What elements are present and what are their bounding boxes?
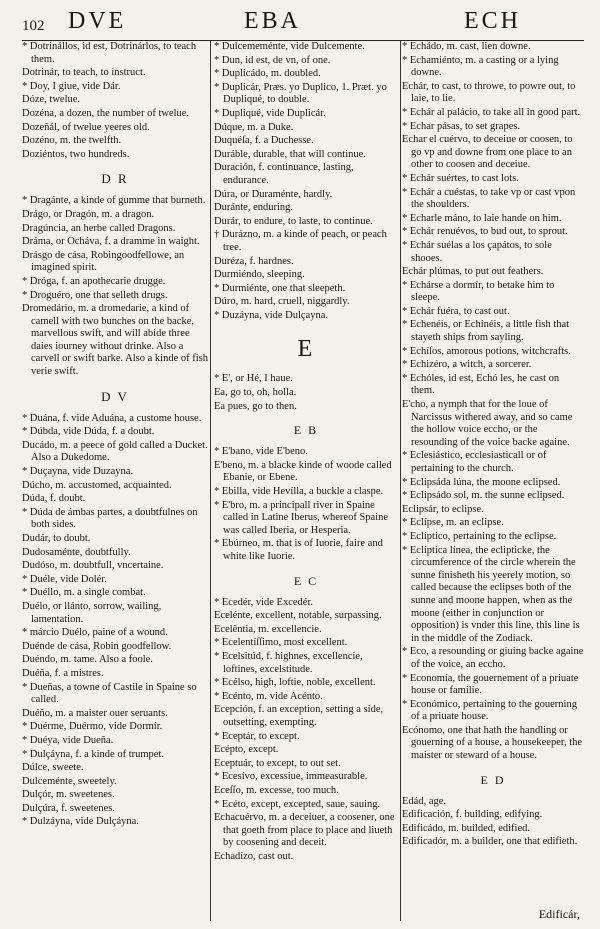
dictionary-entry: * Ecedér, vide Excedér. [214,596,313,608]
running-headword-left: DVE [68,8,127,34]
dictionary-entry: * E'bro, m. a principall river in Spaine called in Latine Iberus, whereof Spaine was called Iberia, or Hesperia. [214,499,389,536]
dictionary-entry: * Echíſos, amorous potions, witchcrafts. [402,345,571,357]
dictionary-entry: * E'bano, vide E'beno. [214,446,308,458]
dictionary-entry: * Eco, a resounding or giuing backe againe of the voice, an eccho. [402,646,584,670]
dictionary-entry: Dúcho, m. accustomed, acquainted. [22,479,172,491]
dictionary-entry: * Duéle, vide Dolér. [22,573,107,585]
dictionary-entry: * Echóles, id est, Echó les, he cast on them. [402,372,560,397]
dictionary-entry: Durár, to endure, to laste, to continue. [214,215,373,227]
dictionary-entry: * E', or Hé, I haue. [214,373,293,385]
dictionary-entry: * Dúbda, vide Dúda, f. a doubt. [22,426,155,438]
dictionary-entry: E'cho, a nymph that for the loue of Narcissus withered away, and so came the hollow voice eccho, or the resounding of the voice backe againe. [402,399,573,448]
dictionary-entry: Echar el cuérvo, to deceiue or coosen, to go vp and downe from one place to an other to coosen and deceiue. [402,134,573,171]
dictionary-entry: Duélo, or llánto, sorrow, wailing, lamentation. [22,600,162,625]
dictionary-entry: Drásgo de cása, Robingoodfellowe, an imagined spirit. [22,249,185,274]
dictionary-entry: Dulçúra, f. sweetenes. [22,802,116,814]
dictionary-entry: * Duzáyna, vide Dulçayna. [214,309,328,321]
dictionary-entry: * Duplicár, Præs. yo Duplico, 1. Præt. yo Dupliqué, to double. [214,81,387,106]
dictionary-entry: Duéño, m. a maister ouer seruants. [22,707,168,719]
dictionary-entry: * Duána, f. vide Aduána, a custome house. [22,412,202,424]
dictionary-entry: Edád, age. [402,795,447,807]
dictionary-entry: Ecelénte, excellent, notable, surpassing. [214,610,382,622]
dictionary-entry: * Eclesiástico, ecclesiasticall or of pertaining to the church. [402,450,547,474]
dictionary-entry: Echadízo, cast out. [214,850,294,862]
dictionary-entry: * Echamiénto, m. a casting or a lying downe. [402,54,559,79]
dictionary-entry: * Echenéis, or Echinéis, a little fish that stayeth ships from sayling. [402,319,570,344]
page-number: 102 [22,18,45,34]
section-heading: D R [101,171,129,187]
dictionary-entry: Drágo, or Dragón, m. a dragon. [22,208,155,220]
dictionary-entry: * Ecéto, except, excepted, saue, sauing. [214,798,381,810]
running-headword-center: EBA [244,8,301,34]
dictionary-entry: Dúda, f. doubt. [22,493,86,505]
dictionary-entry: * Dúda de ámbas partes, a doubtfulnes on both sides. [22,506,198,531]
dictionary-entry: Eceſſo, m. excesse, too much. [214,784,339,796]
dictionary-entry: * Dróga, f. an apothecarie drugge. [22,275,166,287]
dictionary-entry: Duéndo, m. tame. Also a foole. [22,654,153,666]
dictionary-entry: * Dulçáyna, f. a kinde of trumpet. [22,748,164,760]
dictionary-entry: Dudosaménte, doubtfully. [22,546,131,558]
section-heading: D V [101,388,129,404]
dictionary-entry: Dozéno, m. the twelfth. [22,135,122,147]
dictionary-entry: * Ecelsitúd, f. highnes, excellencie, loftines, excelstitude. [214,650,363,675]
dictionary-entry: * Ebilla, vide Hevílla, a buckle a claspe. [214,486,384,498]
section-heading: E C [293,573,319,588]
dictionary-entry: * Duplicádo, m. doubled. [214,68,321,80]
dictionary-entry: * Dulzáyna, vide Dulçáyna. [22,816,139,828]
dictionary-entry: Duréza, f. hardnes. [214,255,294,267]
dictionary-entry: * Echarle máno, to laie hande on him. [402,212,562,224]
dictionary-entry: † Durázno, m. a kinde of peach, or peach tree. [214,229,387,253]
dictionary-entry: * Eceptár, to except. [214,730,300,742]
dictionary-entry: * Dulcememénte, vide Dulcemente. [214,41,365,52]
dictionary-entry: Echár, to cast, to throwe, to powre out, to laie, to lie. [402,80,576,105]
dictionary-entry: * Eclíptica línea, the eclipticke, the circumference of the circle wherein the sunne finisheth his yeerely motion, so called because the eclipses both of the sunne and moone happen, when as the moone (either in conjunction or opposition) is vnder this line, this line is in the middle of the Zodiack. [402,544,580,644]
dictionary-entry: * Ebúrneo, m. that is of Iuorie, faire and white like Iuorie. [214,538,383,562]
dictionary-page [22,6,584,924]
dictionary-entry: Edificación, f. building, edifying. [402,809,543,821]
dictionary-entry: Durmiéndo, sleeping. [214,269,305,281]
dictionary-entry: Duráble, durable, that will continue. [214,148,366,160]
dictionary-entry: * Eclipsádo sol, m. the sunne eclipsed. [402,490,565,502]
dictionary-entry: * Ecelentíſſimo, most excellent. [214,637,348,649]
dictionary-entry: Dulçór, m. sweetenes. [22,789,115,801]
dictionary-entry: Dúro, m. hard, cruell, niggardly. [214,296,350,308]
dictionary-entry: Edificádo, m. builded, edified. [402,822,531,834]
dictionary-entry: * Duéya, vide Dueña. [22,734,114,746]
dictionary-entry: * Dotrinállos, id est, Dotrinárlos, to teach them. [22,41,197,65]
dictionary-entry: Dúra, or Duraménte, hardly. [214,188,333,200]
dictionary-entry: * Eclípse, m. an eclipse. [402,517,504,529]
dictionary-entry: * Echar pásas, to set grapes. [402,120,521,132]
page-header [22,6,584,41]
dictionary-entry: * Echár a cuéstas, to take vp or cast vpon the shoulders. [402,186,576,211]
dictionary-entry: * Echizéro, a witch, a sorcerer. [402,359,532,371]
dictionary-entry: * Ecélso, high, loftie, noble, excellent. [214,677,376,689]
dictionary-entry: Dulceménte, sweetely. [22,775,117,787]
section-heading: E B [293,423,319,438]
column-middle [214,41,398,921]
dictionary-entry: * Ecesívo, excessiue, immeasurable. [214,771,368,783]
dictionary-entry: Duénde de cása, Robin goodfellow. [22,640,172,652]
dictionary-entry: Dotrinár, to teach, to instruct. [22,67,146,79]
dictionary-entry: Ducádo, m. a peece of gold called a Ducket. Also a Dukedome. [22,439,208,464]
dictionary-entry: Ea pues, go to then. [214,400,297,412]
dictionary-entry: * Duçayna, vide Duzayna. [22,466,134,478]
dictionary-entry: * Económico, pertaining to the gouerning of a priuate house. [402,698,577,723]
dictionary-entry: Ecónomo, one that hath the handling or gouerning of a house, a housekeeper, the maister or steward of a house. [402,724,583,762]
column-right [402,41,584,921]
dictionary-entry: Duéña, f. a mistres. [22,667,104,679]
dictionary-entry: * Durmiénte, one that sleepeth. [214,282,346,294]
dictionary-entry: * Eclíptico, pertaining to the eclipse. [402,530,557,542]
dictionary-entry: Ecepción, f. an exception, setting a side, outsetting, exempting. [214,704,384,728]
dictionary-entry: Echacuérvo, m. a deceiuer, a coosener, one that goeth from place to place and liueth by coosening and deceit. [214,812,395,849]
dictionary-entry: Dráma, or Ocháva, f. a dramme in waight. [22,236,200,248]
dictionary-entry: Dúque, m. a Duke. [214,121,294,133]
dictionary-entry: Dromedário, m. a dromedarie, a kind of camell with two bunches on the backe, marvellous swift, and will abide three daies iourney without drinke. Also a carvell or swift barke. Also a kinde of fish verie swift. [22,303,208,378]
section-heading: E D [480,772,506,787]
dictionary-entry: * Echár suértes, to cast lots. [402,172,519,184]
dictionary-entry: Echár plúmas, to put out feathers. [402,266,544,278]
dictionary-entry: * Doy, I giue, vide Dár. [22,80,121,92]
dictionary-entry: Dudár, to doubt. [22,533,91,544]
dictionary-entry: * márcio Duélo, paine of a wound. [22,627,168,639]
entry-columns [22,41,584,921]
dictionary-entry: Dozéna, a dozen, the number of twelue. [22,107,190,119]
dictionary-entry: * Dupliqué, vide Duplicár. [214,107,326,119]
dictionary-entry: E'beno, m. a blacke kinde of woode called Ebanie, or Ebene. [214,459,392,484]
dictionary-entry: Doziéntos, two hundreds. [22,148,130,160]
dictionary-entry: * Dragánte, a kinde of gumme that burneth. [22,195,206,207]
dictionary-entry: * Echár al palácio, to take all in good part. [402,106,581,118]
dictionary-entry: Edificadór, m. a builder, one that edifieth. [402,836,578,848]
dictionary-entry: Duquéſa, f. a Duchesse. [214,135,314,147]
dictionary-entry: * Echárse a dormír, to betake him to sleepe. [402,279,555,304]
dictionary-entry: Eclipsár, to eclipse. [402,503,484,515]
dictionary-entry: Dúlce, sweete. [22,762,84,774]
dictionary-entry: * Echár fuéra, to cast out. [402,305,510,317]
dictionary-entry: Eceptuár, to except, to out set. [214,757,341,769]
dictionary-entry: * Dueñas, a towne of Castile in Spaine so called. [22,681,197,706]
dictionary-entry: Dragúncia, an herbe called Dragons. [22,222,176,234]
dictionary-entry: * Ecénto, m. vide Acénto. [214,690,323,702]
column-rule [210,41,211,921]
dictionary-entry: * Eclipsáda lúna, the moone eclipsed. [402,476,561,488]
dictionary-entry: Dóze, twelue. [22,94,81,106]
catchword: Edificár, [538,907,580,921]
section-heading: E [297,336,315,363]
dictionary-entry: * Duérme, Duérmo, vide Dormír. [22,721,163,733]
dictionary-entry: * Droguéro, one that selleth drugs. [22,289,168,301]
dictionary-entry: Ecelêntia, m. excellencie. [214,623,322,635]
column-left [22,41,208,921]
dictionary-entry: * Economía, the gouernement of a priuate house or familie. [402,672,579,697]
dictionary-entry: * Echádo, m. cast, lien downe. [402,41,531,52]
dictionary-entry: * Echár suélas a los çapátos, to sole shooes. [402,239,552,264]
dictionary-entry: Duración, f. continuance, lasting, endurance. [214,162,354,186]
column-rule [400,41,401,921]
dictionary-entry: Dozeñál, of twelue yeeres old. [22,121,150,133]
dictionary-entry: * Duéllo, m. a single combat. [22,587,146,599]
dictionary-entry: Duránte, enduring. [214,202,294,214]
dictionary-entry: * Dun, id est, de vn, of one. [214,54,331,66]
dictionary-entry: * Echár renuévos, to bud out, to sprout. [402,226,568,238]
dictionary-entry: Dudóso, m. doubtfull, vncertaine. [22,560,164,572]
dictionary-entry: Ea, go to, oh, holla. [214,387,297,399]
dictionary-entry: Ecépto, except. [214,744,279,756]
running-headword-right: ECH [464,8,521,34]
